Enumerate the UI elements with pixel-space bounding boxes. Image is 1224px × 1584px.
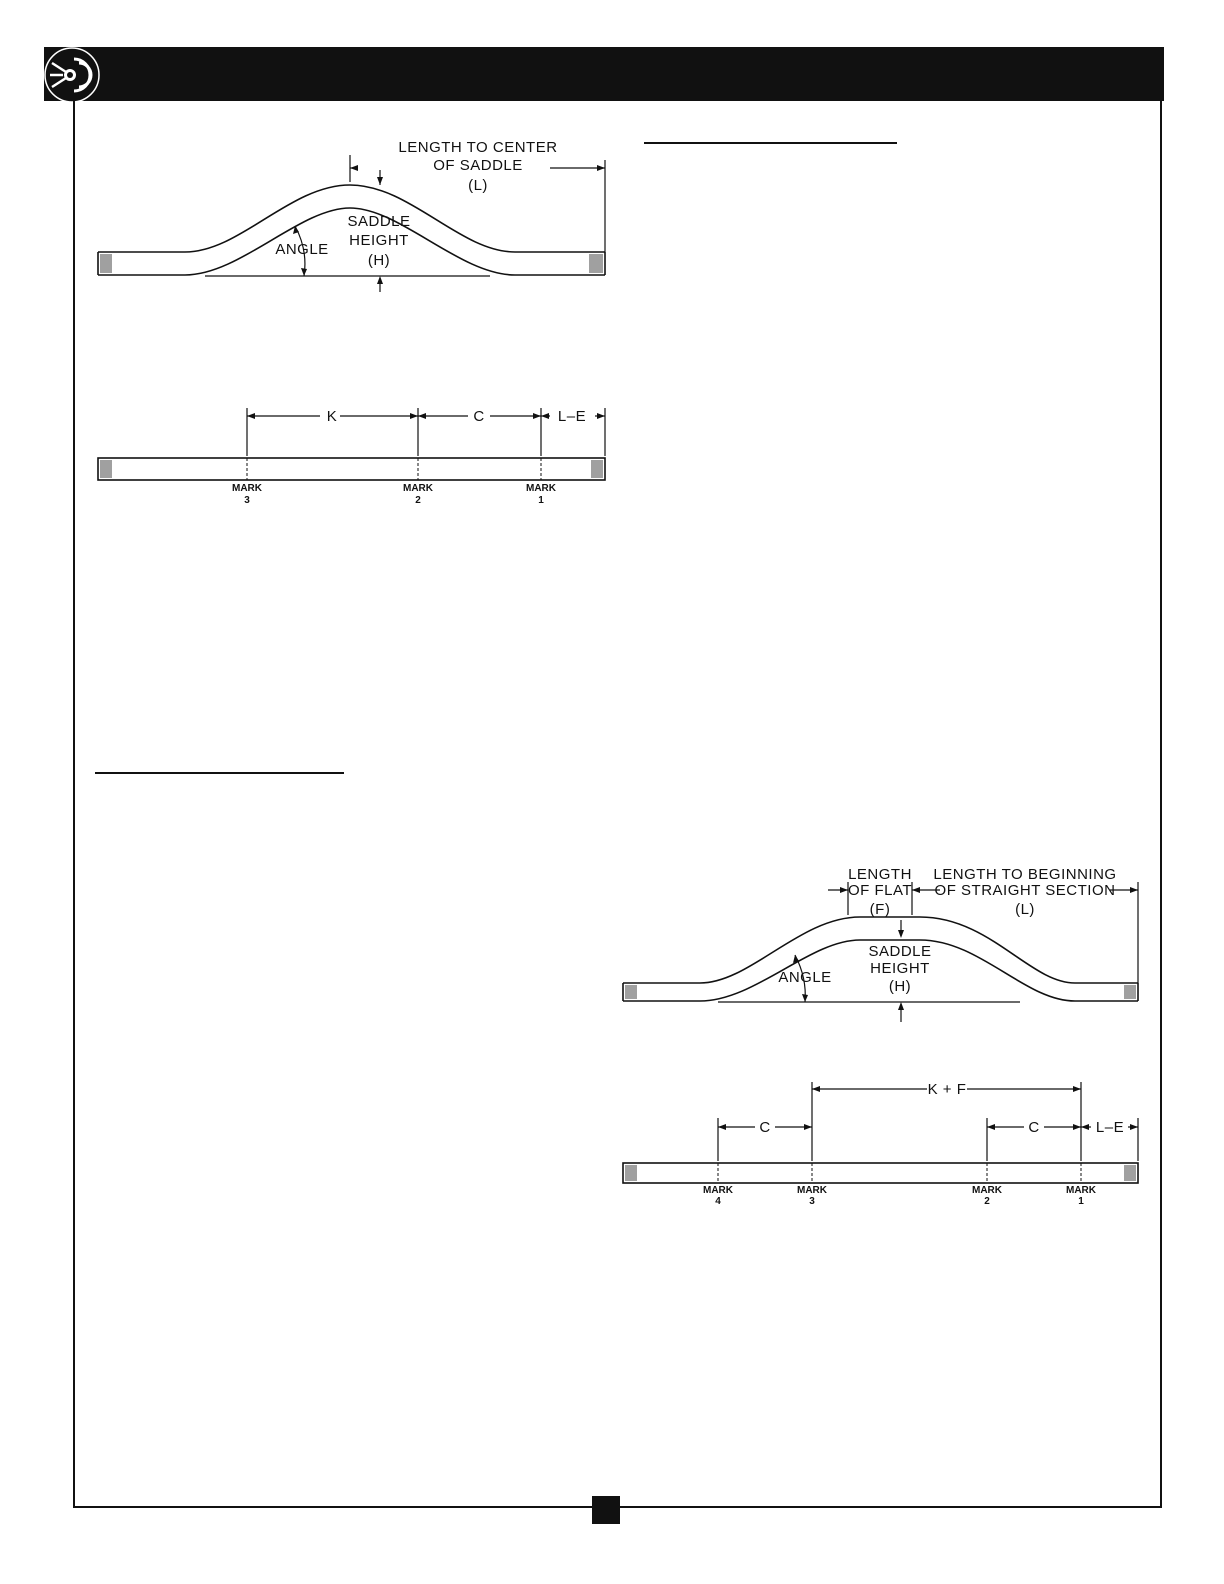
saddle-label-line1: SADDLE <box>347 213 411 230</box>
dim-le-label: L–E <box>1095 1119 1125 1136</box>
section-heading-rule-left <box>95 772 344 774</box>
dim-k-label: K <box>326 408 338 425</box>
flat-label-line3: (F) <box>869 901 891 918</box>
four-bend-marking-diagram <box>615 1072 1150 1212</box>
saddle-label-line3: (H) <box>367 252 391 269</box>
mark-word: MARK <box>972 1185 1002 1196</box>
mark-word: MARK <box>1066 1185 1096 1196</box>
target-logo-icon <box>44 47 100 103</box>
mark-word: MARK <box>526 483 556 494</box>
saddle-label-line3: (H) <box>888 978 912 995</box>
angle-label: ANGLE <box>778 969 832 986</box>
dim-c-left-label: C <box>759 1119 771 1136</box>
flat-label-line1: LENGTH <box>848 866 912 883</box>
mark-word: MARK <box>703 1185 733 1196</box>
saddle-label-line2: HEIGHT <box>349 232 409 249</box>
dim-le-label: L–E <box>557 408 587 425</box>
saddle-marking-diagram <box>90 400 620 510</box>
length-label-line3: (L) <box>468 177 488 194</box>
saddle-bend-diagram <box>90 130 620 300</box>
mark-number: 4 <box>715 1196 721 1207</box>
mark-word: MARK <box>403 483 433 494</box>
four-bend-saddle-diagram <box>615 860 1150 1030</box>
dim-c-right-label: C <box>1028 1119 1040 1136</box>
mark-number: 1 <box>1078 1196 1084 1207</box>
saddle-label-line2: HEIGHT <box>870 960 930 977</box>
dim-c-label: C <box>473 408 485 425</box>
angle-label: ANGLE <box>275 241 329 258</box>
mark-word: MARK <box>232 483 262 494</box>
header-bar <box>44 47 1164 101</box>
straight-label-line3: (L) <box>1015 901 1035 918</box>
mark-number: 3 <box>809 1196 815 1207</box>
length-label-line2: OF SADDLE <box>433 157 523 174</box>
mark-word: MARK <box>797 1185 827 1196</box>
mark-number: 1 <box>538 495 544 506</box>
straight-label-line2: OF STRAIGHT SECTION <box>934 882 1116 899</box>
mark-number: 3 <box>244 495 250 506</box>
section-heading-rule-right <box>644 142 897 144</box>
page-frame <box>73 100 1162 1508</box>
flat-label-line2: OF FLAT <box>847 882 913 899</box>
page-number-box <box>592 1496 620 1524</box>
saddle-label-line1: SADDLE <box>868 943 932 960</box>
length-label-line1: LENGTH TO CENTER <box>398 139 558 156</box>
dim-kf-label: K + F <box>927 1081 967 1098</box>
straight-label-line1: LENGTH TO BEGINNING <box>933 866 1117 883</box>
mark-number: 2 <box>415 495 421 506</box>
mark-number: 2 <box>984 1196 990 1207</box>
